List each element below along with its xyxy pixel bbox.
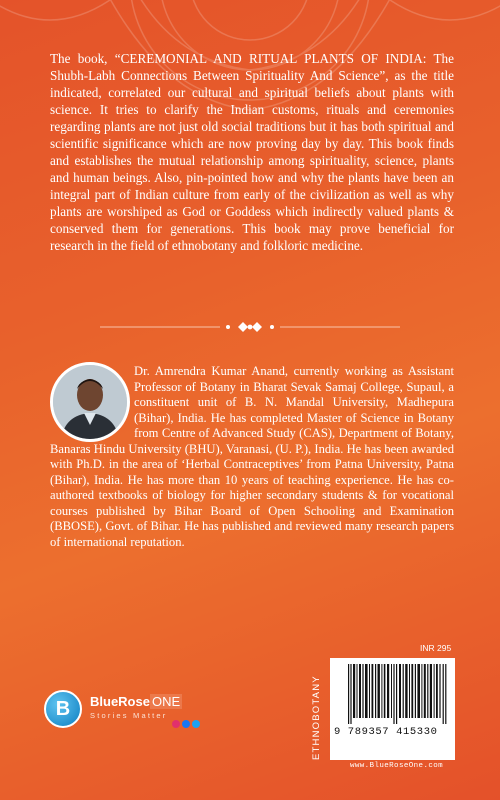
publisher-logo-icon: B	[44, 690, 82, 728]
genre-label: ETHNOBOTANY	[311, 675, 322, 760]
facebook-icon	[182, 720, 190, 728]
author-bio: Dr. Amrendra Kumar Anand, currently working as Assistant Professor of Botany in Bharat Sevak Samaj College, Supaul, a constituent unit of B. N. Mandal University, Madhepura (Bihar), India. He has completed Master of Science in Botany from Centre of Advanced Study (CAS), Department of Botany, Banaras Hindu University (BHU), Varanasi, (U. P.), India. He has been awarded with Ph.D. in the area of ‘Herbal Contraceptives’ from Patna University, Patna (Bihar), India. He has more than 10 years of teaching experience. He has co-authored textbooks of biology for higher secondary students & for vocational courses published by Bihar Board of Open Schooling and Examination (BBOSE), Govt. of Bihar. He has published and reviewed many research papers of international reputation.	[50, 364, 454, 549]
ornamental-divider	[100, 320, 400, 334]
publisher-name-suffix: ONE	[151, 694, 181, 709]
barcode	[348, 664, 448, 724]
publisher-name-line	[90, 694, 182, 709]
publisher-logo	[44, 690, 214, 732]
price-label: INR 295	[420, 643, 452, 653]
twitter-icon	[192, 720, 200, 728]
book-blurb: The book, “CEREMONIAL AND RITUAL PLANTS OF INDIA: The Shubh-Labh Connections Between Spirituality And Science”, as the title indicated, correlated our cultural and spiritual beliefs about plants with science. It tries to clarify the Indian customs, rituals and ceremonies regarding plants are not just old social traditions but it has both spiritual and scientific significance which are now proving day by day. This book finds and establishes the mutual relationship among spirituality, science, plants and human beings. Also, pin-pointed how and why the plants have been an integral part of Indian culture from early of the civilization as well as why plants are worshiped as God or Goddess which indirectly valued plants & conserved them for generations. This book may prove beneficial for research in the field of ethnobotany and folkloric medicine.	[50, 51, 454, 253]
publisher-website: www.BlueRoseOne.com	[349, 762, 444, 770]
publisher-tagline: Stories Matter	[90, 711, 168, 720]
isbn-number: 9 789357 415330	[334, 726, 438, 738]
instagram-icon	[172, 720, 180, 728]
author-bio-block	[50, 364, 454, 550]
genre-label-container	[311, 660, 325, 760]
barcode-box	[330, 658, 455, 760]
publisher-name: BlueRose	[90, 694, 150, 709]
social-icons	[172, 720, 200, 728]
